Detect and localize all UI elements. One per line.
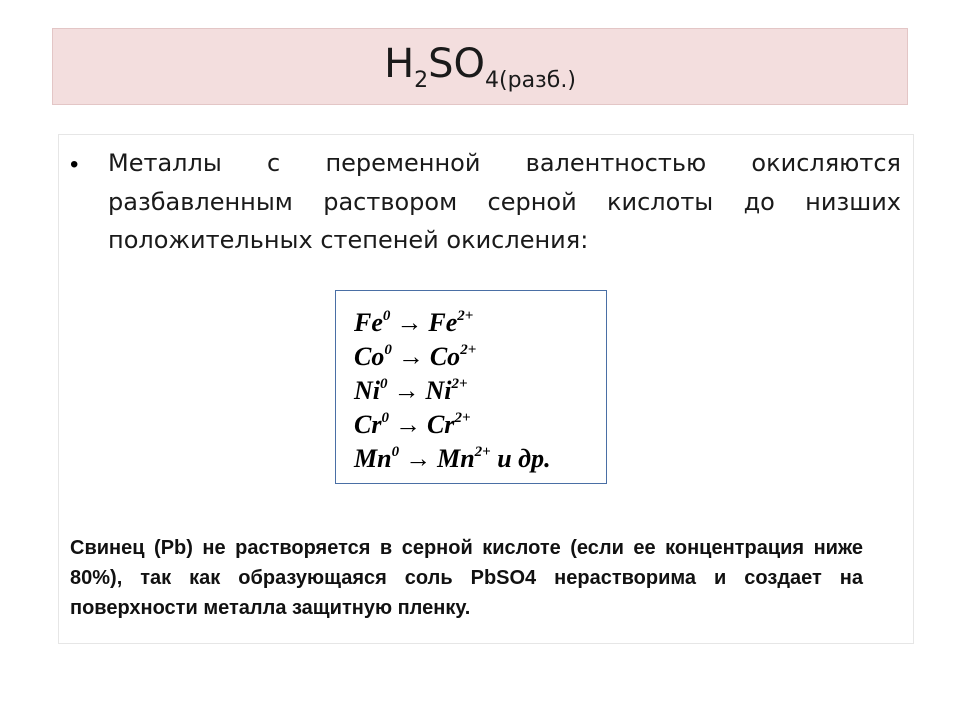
slide-title (384, 41, 576, 93)
eq-right-ox: 2+ (457, 308, 474, 324)
eq-left-ox: 0 (384, 342, 392, 358)
eq-left-ox: 0 (380, 376, 388, 392)
arrow-icon: → (394, 410, 421, 439)
bullet-text: Металлы с переменной валентностью окисляются разбавленным раствором серной кислоты до низших положительных степеней окисления: (108, 149, 901, 254)
title-part-so: SO (428, 40, 486, 87)
eq-left: Co (354, 342, 385, 371)
eq-right: Mn (437, 444, 475, 473)
eq-right-ox: 2+ (460, 342, 477, 358)
eq-left: Ni (354, 376, 380, 405)
eq-right: Ni (425, 376, 452, 405)
eq-right: Co (429, 342, 461, 371)
slide-title-bar (52, 28, 908, 105)
arrow-icon: → (396, 308, 423, 337)
eq-left-ox: 0 (381, 410, 389, 426)
arrow-icon: → (397, 342, 424, 371)
equations-box (335, 290, 607, 484)
equation-cr (354, 403, 471, 440)
eq-right-ox: 2+ (451, 376, 468, 392)
title-subscript-2: 2 (414, 67, 429, 93)
arrow-icon: → (405, 444, 432, 473)
eq-left-ox: 0 (382, 308, 391, 324)
eq-left: Mn (354, 444, 392, 473)
eq-right: Cr (426, 410, 455, 439)
equation-fe (354, 301, 473, 338)
eq-right: Fe (428, 308, 458, 337)
eq-left: Fe (354, 308, 383, 337)
arrow-icon: → (393, 376, 420, 405)
equation-ni (354, 369, 468, 406)
lead-note: Свинец (Pb) не растворяется в серной кислоте (если ее концентрация ниже 80%), так как образующаяся соль PbSO4 нерастворима и создает на поверхности металла защитную пленку. (70, 537, 863, 619)
equation-mn (354, 437, 551, 474)
eq-left-ox: 0 (391, 444, 400, 460)
equation-co (354, 335, 476, 372)
eq-right-ox: 2+ (454, 410, 471, 426)
eq-right-ox: 2+ (474, 444, 491, 460)
eq-extra: и др. (490, 444, 551, 473)
eq-left: Cr (354, 410, 382, 439)
bullet-icon: • (70, 151, 79, 178)
title-part-h: H (384, 40, 415, 87)
title-subscript-4: 4(разб.) (485, 67, 576, 93)
